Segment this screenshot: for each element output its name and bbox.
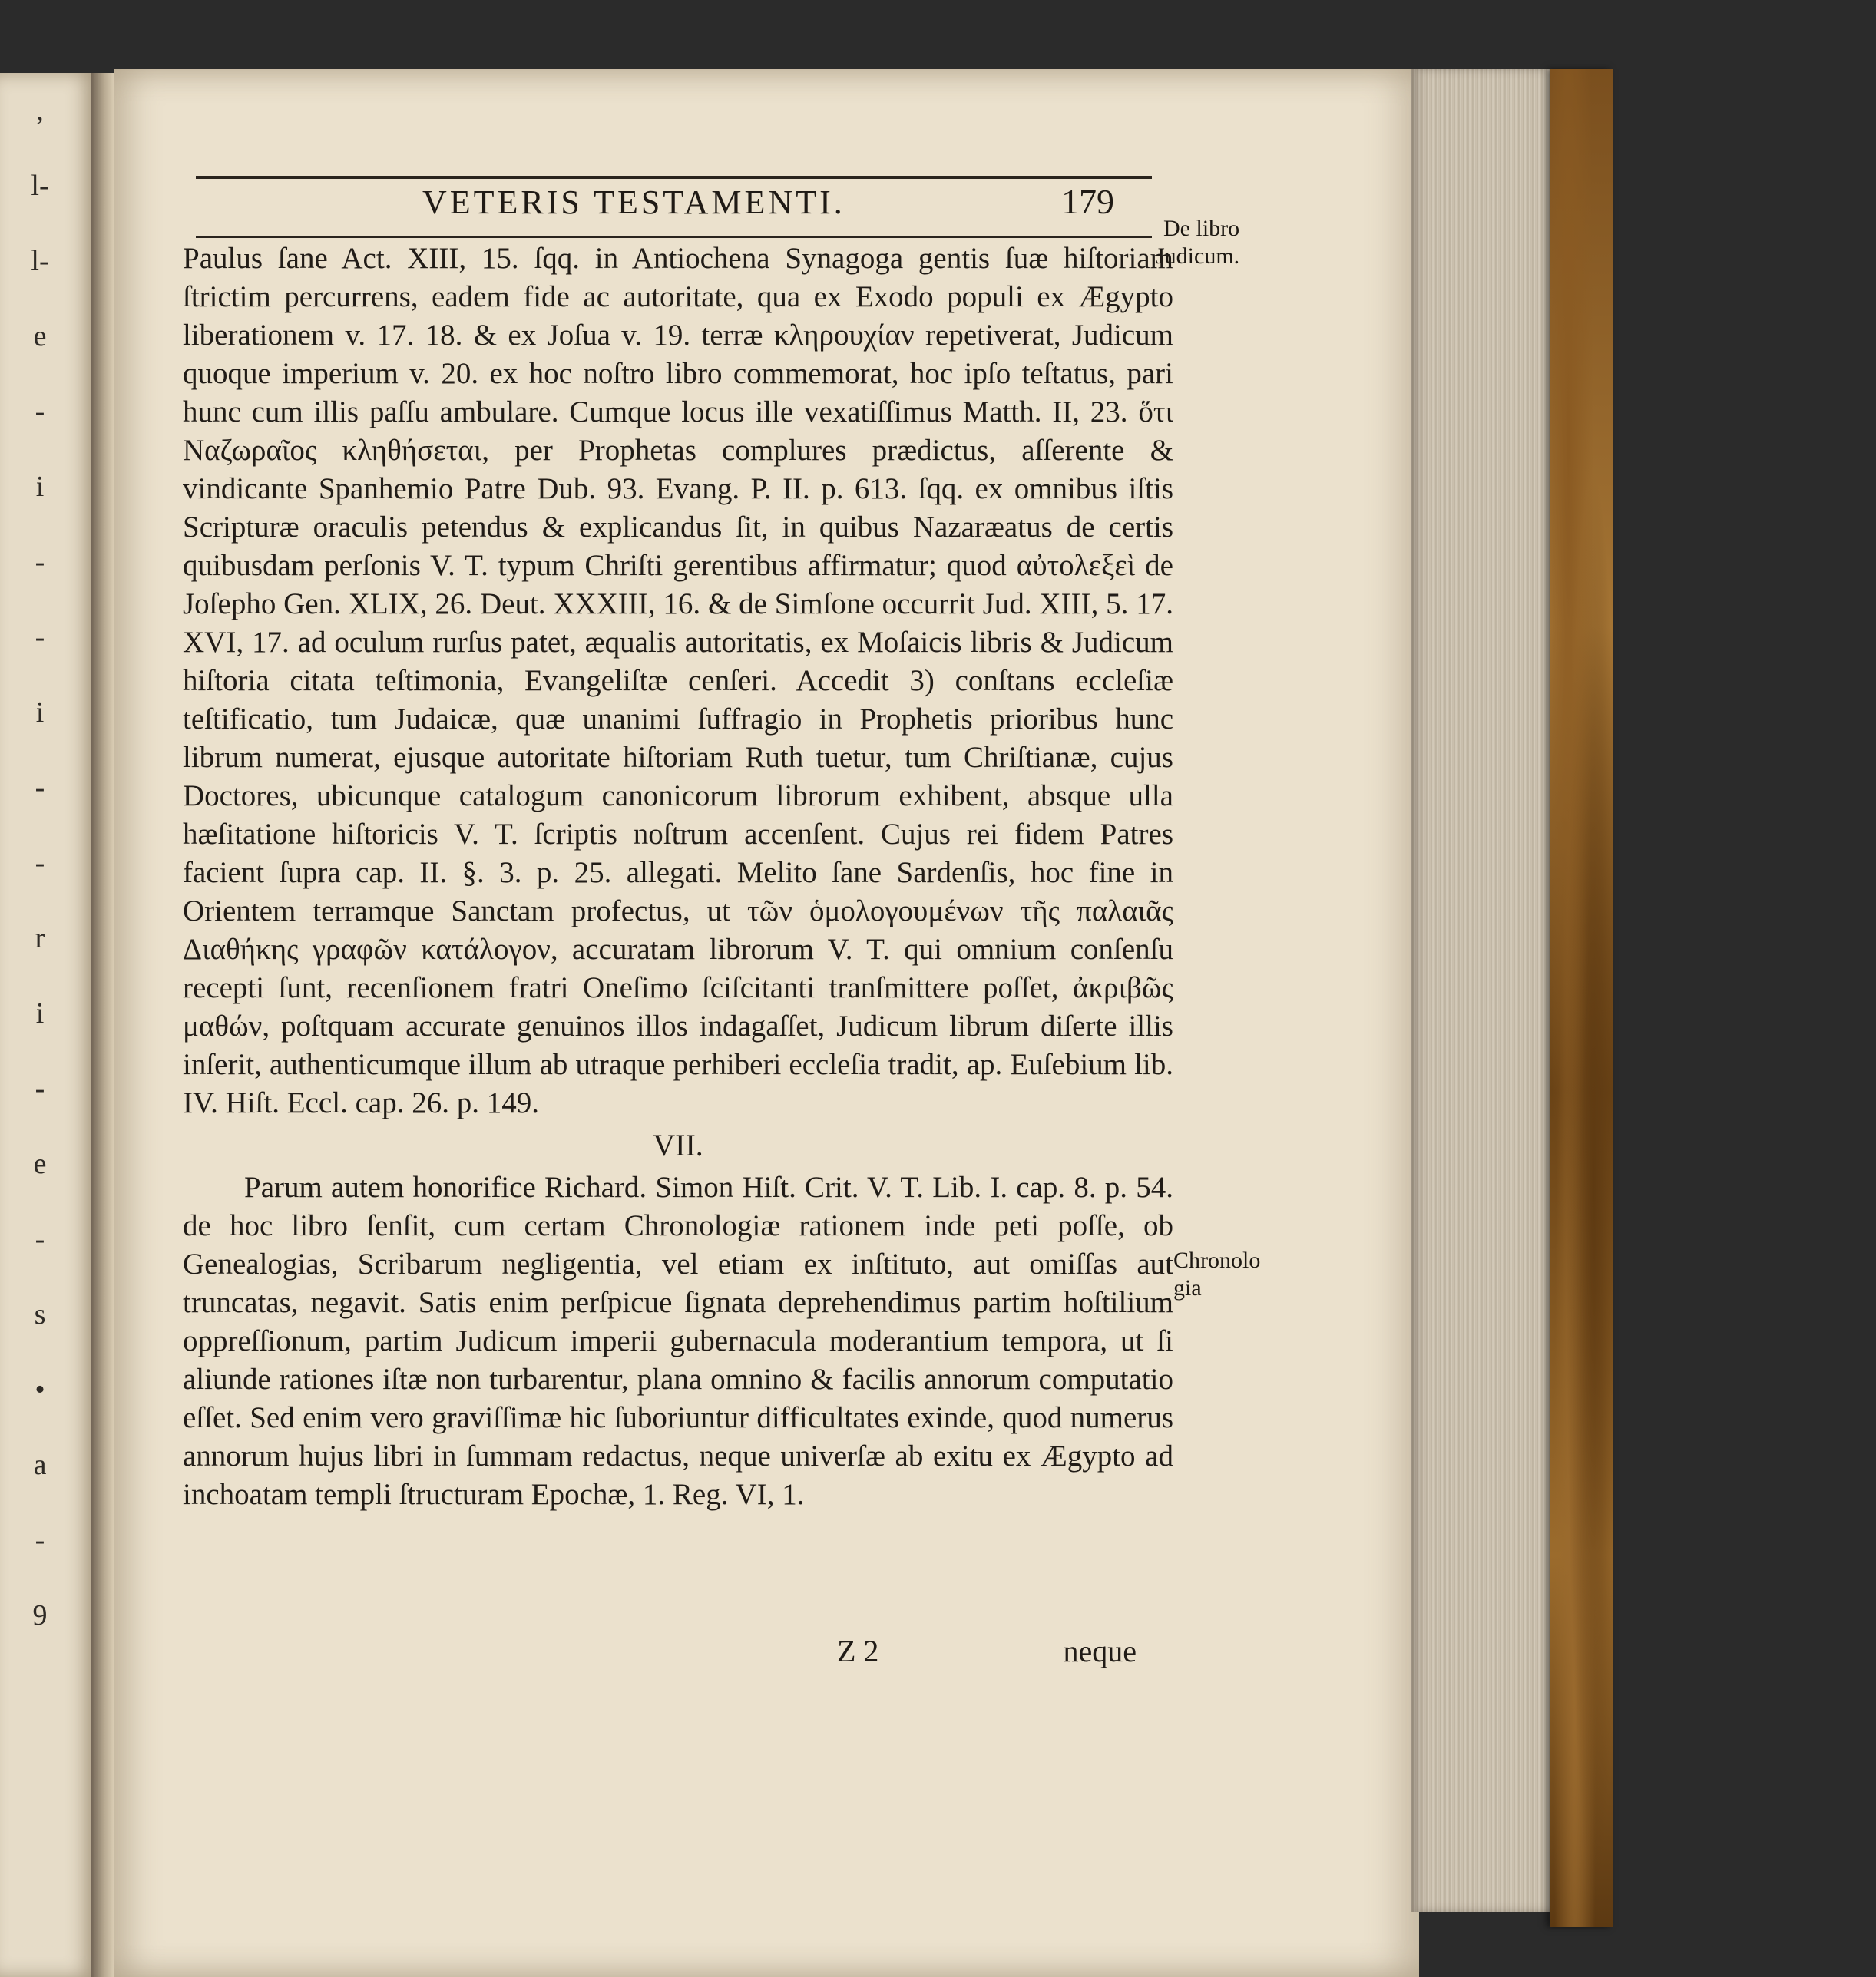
page-footer: [837, 1633, 1137, 1669]
fragment: i: [35, 471, 45, 503]
book-cover-edge: [1550, 69, 1613, 1927]
fragment: 9: [32, 1599, 48, 1632]
margin-note-de-libro-judicum: [1156, 215, 1240, 270]
fragment: -: [35, 772, 45, 804]
fragment: -: [35, 1073, 45, 1105]
running-title: VETERIS TESTAMENTI.: [422, 183, 845, 221]
header-rule-top: [196, 176, 1152, 179]
fragment: -: [35, 395, 45, 428]
page-block-edges: [1411, 69, 1550, 1912]
main-text: [183, 240, 1173, 1514]
margin-note-line: gia: [1173, 1275, 1202, 1301]
margin-note-line: De libro: [1163, 216, 1240, 241]
signature-mark: Z 2: [837, 1634, 879, 1668]
fragment: a: [33, 1449, 47, 1481]
fragment: -: [35, 621, 45, 653]
paragraph-2: Parum autem honorifice Richard. Simon Hiſt. Crit. V. T. Lib. I. cap. 8. p. 54. de hoc libro ſenſit, cum certam Chronologiæ rationem inde peti poſſe, ob Genealogias, Scribarum negligentia, vel etiam ex inſtituto, aut omiſſas aut truncatas, negavit. Satis enim perſpicue ſignata deprehendimus partim hoſtilium oppreſſionum, partim Judicum imperii gubernacula moderantium tempora, ut ſi aliunde rationes iſtæ non turbarentur, plana omnino & facilis annorum computatio eſſet. Sed enim vero graviſſimæ hic ſuboriuntur difficultates exinde, quod numerus annorum hujus libri in ſummam redactus, neque univerſæ ab exitu ex Ægypto ad inchoatam templi ſtructuram Epochæ, 1. Reg. VI, 1.: [183, 1171, 1173, 1511]
catchword: neque: [1063, 1634, 1137, 1668]
fragment: ,: [36, 94, 44, 127]
fragment: -: [35, 1223, 45, 1255]
margin-note-chronologia: [1173, 1247, 1260, 1302]
fragment: e: [33, 1148, 47, 1180]
fragment: -: [35, 847, 45, 879]
book-gutter: [91, 73, 114, 1977]
section-number: VII.: [653, 1128, 703, 1162]
fragment: •: [35, 1374, 45, 1406]
page-number: 179: [1061, 182, 1114, 221]
margin-note-line: Judicum.: [1156, 243, 1240, 269]
facing-page-text-fragments: [17, 73, 63, 1977]
fragment: i: [35, 696, 45, 729]
fragment: l-: [31, 245, 49, 277]
header-rule-bottom: [196, 236, 1152, 238]
fragment: -: [35, 546, 45, 578]
margin-note-line: Chronolo: [1173, 1248, 1261, 1273]
fragment: s: [34, 1298, 46, 1331]
fragment: e: [33, 320, 47, 352]
fragment: r: [35, 922, 45, 954]
facing-page-left: [0, 73, 96, 1977]
fragment: -: [35, 1524, 45, 1556]
fragment: l-: [31, 170, 49, 202]
fragment: i: [35, 997, 45, 1030]
paragraph-1: Paulus ſane Act. XIII, 15. ſqq. in Antiochena Synagoga gentis ſuæ hiſtoriam ſtrictim percurrens, eadem fide ac autoritate, qua ex Exodo populi ex Ægypto liberationem v. 17. 18. & ex Joſua v. 19. terræ κληρουχίαν repetiverat, Judicum quoque imperium v. 20. ex hoc noſtro libro commemorat, hoc ipſo teſtatus, pari hunc cum illis paſſu ambulare. Cumque locus ille vexatiſſimus Matth. II, 23. ὅτι Ναζωραῖος κληθήσεται, per Prophetas complures prædictus, aſſerente & vindicante Spanhemio Patre Dub. 93. Evang. P. II. p. 613. ſqq. ex omnibus iſtis Scripturæ oraculis petendus & explicandus ſit, in quibus Nazaræatus de certis quibusdam perſonis V. T. typum Chriſti gerentibus affirmatur; quod αὐτολεξεὶ de Joſepho Gen. XLIX, 26. Deut. XXXIII, 16. & de Simſone occurrit Jud. XIII, 5. 17. XVI, 17. ad oculum rurſus patet, æqualis autoritatis, ex Moſaicis libris & Judicum hiſtoria citata teſtimonia, Evangeliſtæ cenſeri. Accedit 3) conſtans eccleſiæ teſtificatio, tum Judaicæ, quæ unanimi ſuffragio in Prophetis prioribus hunc librum numerat, ejusque autoritate hiſtoriam Ruth tuetur, tum Chriſtianæ, cujus Doctores, ubicunque catalogum canonicorum librorum exhibent, absque ulla hæſitatione hiſtoricis V. T. ſcriptis noſtrum accenſent. Cujus rei fidem Patres facient ſupra cap. II. §. 3. p. 25. allegati. Melito ſane Sardenſis, hoc fine in Orientem terramque Sanctam profectus, ut τῶν ὁμολογουμένων τῆς παλαιᾶς Διαθήκης γραφῶν κατάλογον, accuratam librorum V. T. qui omnium conſenſu recepti ſunt, recenſionem fratri Oneſimo ſciſcitanti tranſmittere poſſet, ἀκριβῶς μαθών, poſtquam accurate genuinos illos indagaſſet, Judicum librum diſerte illis inſerit, authenticumque illum ab utraque perhiberi eccleſia tradit, ap. Euſebium lib. IV. Hiſt. Eccl. cap. 26. p. 149.: [183, 242, 1173, 1119]
